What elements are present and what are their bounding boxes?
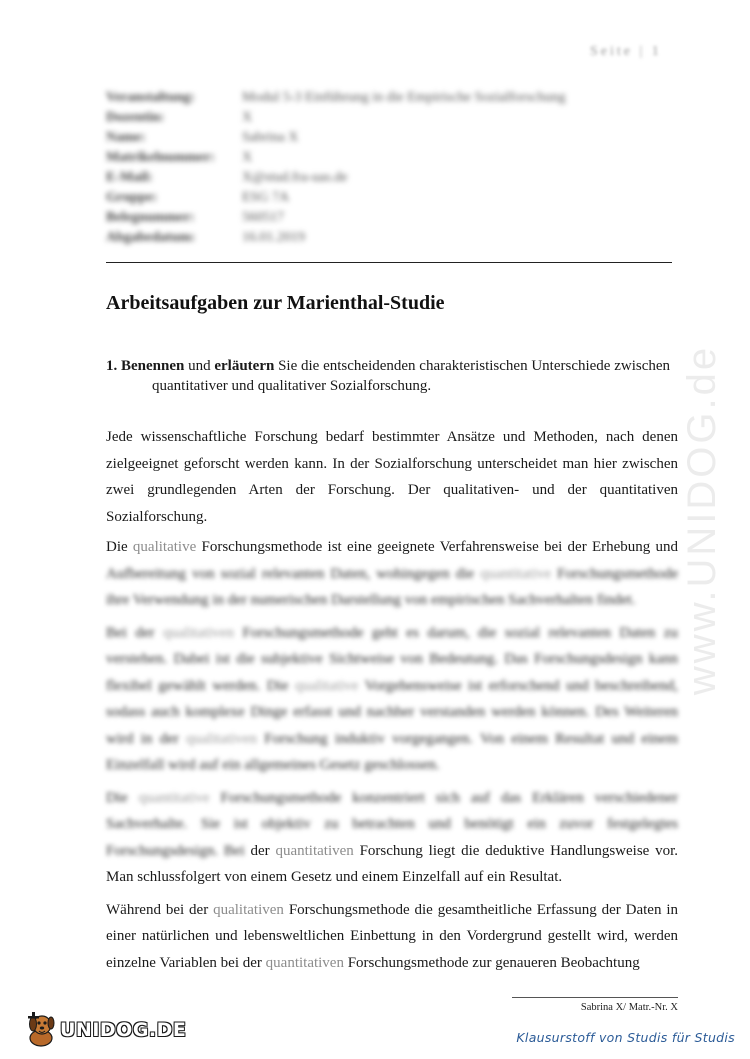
task-question [106,356,682,396]
page-title: Arbeitsaufgaben zur Marienthal-Studie [106,292,445,314]
text-run: Aufbereitung von sozial relevanten Daten, wohingegen die [106,565,475,582]
document-metadata [106,88,706,248]
task-conjunction: und [188,358,211,374]
paragraph-qualitative-definition [106,534,678,614]
footer-divider [512,997,678,998]
task-verb-benennen: Benennen [121,358,185,374]
meta-key: E-Mail: [106,170,153,185]
text-run: Forschungsmethode zur genaueren Beobachtung [347,954,640,971]
text-run: Bei der [106,624,155,641]
task-number: 1. [106,358,118,374]
unidog-logo [24,1010,186,1050]
meta-row [106,228,706,248]
text-run: der [250,842,270,859]
term-qualitative: qualitativen [186,730,257,747]
meta-value: Sabrina X [242,130,299,145]
meta-value: X [242,150,253,165]
meta-value: X@stud.fra-uas.de [242,170,348,185]
meta-row [106,188,706,208]
meta-row [106,148,706,168]
term-qualitative: qualitative [132,539,197,555]
meta-key: Belegnummer: [106,210,195,225]
text-run: Forschungsmethode geht es darum, die sozial relevanten Daten zu verstehen. Dabei ist die subjektive Sichtweise von Bedeutung. Das Forschungsdesign kann flexibel gewählt werden. Die [106,624,679,694]
text-run: Vorgehensweise ist erforschend und beschreibend, sodass auch komplexe Dinge erfasst und nachher verstanden werden können. Des Weiteren wird in der [106,677,678,747]
footer-author: Sabrina X/ Matr.-Nr. X [580,1002,678,1013]
meta-key: Matrikelnummer: [106,150,215,165]
term-qualitative: qualitativen [213,901,284,918]
meta-key: Dozentin: [106,110,165,125]
paragraph-intro: Jede wissenschaftliche Forschung bedarf bestimmter Ansätze und Methoden, nach denen zielgeeignet geforscht werden kann. In der Sozialforschung unterscheidet man hier zwischen zwei grundlegenden Arten der Forschung. Der qualitativen- und der quantitativen Sozialforschung. [106,429,678,525]
text-run: Forschungsmethode die gesamtheitliche Erfassung der Daten in einer natürlichen und lebensweltlichen Einbettung in den Vordergrund gestellt wird, werden einzelne Variablen bei der [106,901,679,971]
page-number: Seite | 1 [590,44,662,59]
meta-key: Gruppe: [106,190,158,205]
meta-row [106,108,706,128]
logo-wordmark: UNIDOG.DE [60,1019,187,1041]
text-run: Forschungsmethode ist eine geeignete Verfahrensweise bei der Erhebung und [201,539,679,555]
meta-row [106,208,706,228]
text-run: Forschung induktiv vorgegangen. Von einem Resultat und einem Einzelfall wird auf ein allgemeines Gesetz geschlossen. [106,730,679,773]
term-qualitative: qualitative [295,677,359,694]
text-run: Während bei der [106,901,209,918]
dog-icon [24,1012,58,1048]
term-quantitative: quantitative [480,565,552,582]
term-quantitative: quantitativen [275,842,354,859]
meta-value: 16.01.2019 [242,230,305,245]
footer-slogan: Klausurstoff von Studis für Studis [516,1030,735,1045]
header-divider [106,262,672,263]
meta-key: Abgabedatum: [106,230,196,245]
meta-row [106,168,706,188]
term-qualitative: qualitativen [163,624,234,641]
blurred-text [106,566,678,609]
meta-value: 560517 [242,210,284,225]
task-verb-erlaeutern: erläutern [214,358,275,374]
meta-value: X [242,110,253,125]
text-run: Forschungsmethode ihre Verwendung in der numerischen Darstellung von empirischen Sachverhalten findet. [106,565,678,608]
paragraph-comparison [106,897,678,977]
term-quantitative: quantitativen [265,954,344,971]
text-run: Forschungsmethode konzentriert sich auf das Erklären verschiedener Sachverhalte. Sie ist objektiv zu betrachten und benötigt ein zuvor festgelegtes Forschungsdesign. Bei [106,789,678,859]
term-quantitative: quantitative [138,789,210,806]
task-text: Sie die entscheidenden charakteristischen Unterschiede zwischen quantitativer und qualitativer Sozialforschung. [152,358,671,394]
meta-key: Veranstaltung: [106,90,195,105]
text-run: Die [106,539,128,555]
text-run: Die [106,789,128,806]
text-run: Forschung liegt die deduktive Handlungsweise vor. Man schlussfolgert von einem Gesetz und einem Einzelfall auf ein Resultat. [106,842,679,885]
meta-value: Modul 5-3 Einführung in die Empirische Sozialforschung [242,90,566,105]
meta-value: ESG 7A [242,190,290,205]
meta-row [106,88,706,108]
meta-row [106,128,706,148]
body-text [106,424,678,976]
paragraph-quantitative-details [106,785,678,891]
meta-key: Name: [106,130,146,145]
paragraph-qualitative-details [106,620,678,779]
